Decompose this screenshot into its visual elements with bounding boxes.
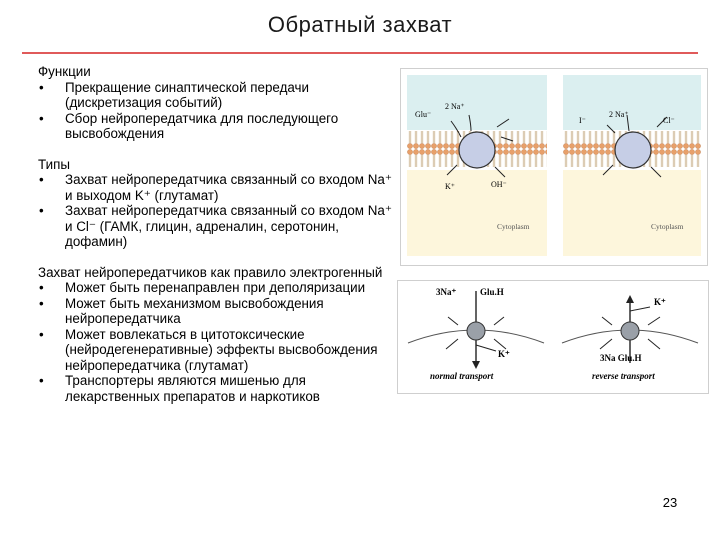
electrogenic-heading: Захват нейропередатчиков как правило электрогенный bbox=[38, 264, 383, 280]
membrane-panel-right bbox=[563, 75, 701, 256]
list-item: • Может быть перенаправлен при деполяризации bbox=[39, 280, 366, 295]
functions-heading: Функции bbox=[38, 64, 91, 79]
types-heading: Типы bbox=[38, 156, 70, 172]
na-label: 2 Na⁺ bbox=[445, 102, 465, 111]
list-item: • Может вовлекаться в цитотоксические (нейродегенеративные) эффекты высвобождения нейропередатчика (глутамат) bbox=[39, 326, 378, 373]
oh-label: OH⁻ bbox=[491, 180, 507, 189]
types-list bbox=[38, 172, 393, 250]
i-label: I⁻ bbox=[579, 116, 586, 125]
bullet: • bbox=[39, 373, 44, 388]
bullet: • bbox=[39, 203, 44, 218]
transport-svg bbox=[398, 281, 708, 393]
slide-title: Обратный захват bbox=[267, 12, 453, 37]
bullet: • bbox=[39, 172, 44, 187]
membrane-svg bbox=[401, 69, 707, 265]
bullet: • bbox=[39, 295, 44, 311]
bullet: • bbox=[39, 110, 44, 126]
functions-list bbox=[38, 80, 393, 142]
list-item: • Захват нейропередатчика связанный со входом Na⁺ и выходом K⁺ (глутамат) bbox=[39, 172, 392, 203]
normal-transport bbox=[408, 287, 544, 381]
reverse-transport bbox=[562, 295, 698, 381]
slide-text-column bbox=[38, 64, 393, 404]
transporter-icon bbox=[615, 132, 651, 168]
normal-transport-caption: normal transport bbox=[430, 371, 494, 381]
list-item: • Сбор нейропередатчика для последующего высвобождения bbox=[39, 110, 339, 141]
k-label: K⁺ bbox=[445, 182, 455, 191]
transporter-icon bbox=[459, 132, 495, 168]
list-item: • Транспортеры являются мишенью для лекарственных препаратов и наркотиков bbox=[39, 373, 320, 404]
cytoplasm-label: Cytoplasm bbox=[497, 222, 530, 231]
transporter-icon bbox=[621, 322, 639, 340]
na-label: 3Na⁺ bbox=[436, 287, 457, 297]
list-item: • Может быть механизмом высвобождения нейропередатчика bbox=[39, 295, 324, 326]
transporter-icon bbox=[467, 322, 485, 340]
cl-label: Cl⁻ bbox=[663, 116, 675, 125]
list-item: • Прекращение синаптической передачи (дискретизация событий) bbox=[39, 79, 310, 110]
title-divider bbox=[22, 52, 698, 54]
reverse-transport-caption: reverse transport bbox=[592, 371, 655, 381]
na-glu-label: 3Na Glu.H bbox=[600, 353, 642, 363]
list-item: • Захват нейропередатчика связанный со входом Na⁺ и Cl⁻ (ГАМК, глицин, адреналин, серотонин, дофамин) bbox=[39, 203, 392, 249]
page-number: 23 bbox=[662, 495, 678, 510]
transport-direction-figure bbox=[397, 280, 709, 394]
bullet: • bbox=[39, 280, 44, 295]
membrane-panel-left bbox=[407, 75, 547, 256]
glu-label: Glu⁻ bbox=[415, 110, 432, 119]
bullet: • bbox=[39, 79, 44, 95]
k-label: K⁺ bbox=[498, 349, 510, 359]
glu-label: Glu.H bbox=[480, 287, 504, 297]
na-label: 2 Na⁺ bbox=[609, 110, 629, 119]
cytoplasm-label: Cytoplasm bbox=[651, 222, 684, 231]
electrogenic-list bbox=[38, 280, 393, 404]
bullet: • bbox=[39, 326, 44, 342]
membrane-transporter-figure bbox=[400, 68, 708, 266]
k-label: K⁺ bbox=[654, 297, 666, 307]
